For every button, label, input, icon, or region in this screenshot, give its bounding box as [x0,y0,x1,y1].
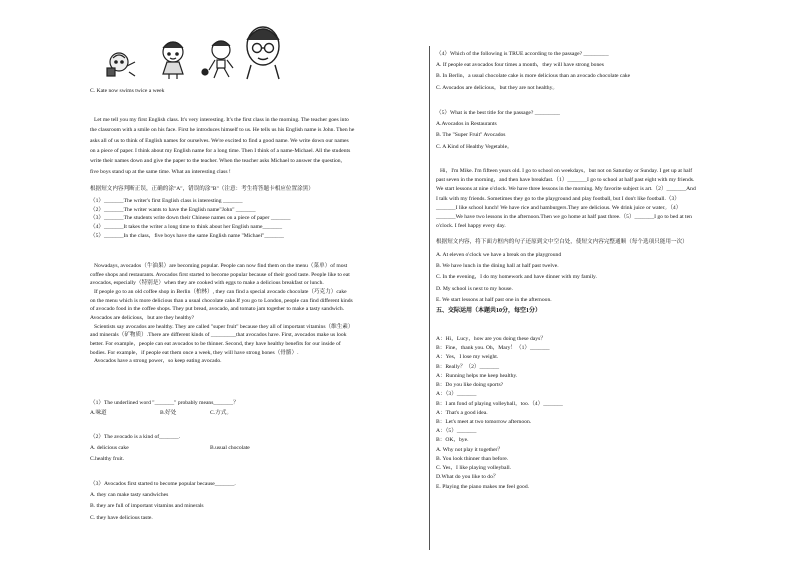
dialog-line: A：That's a good idea. [436,409,488,416]
question-3 [90,479,422,524]
dialog [436,335,766,492]
tf-question: （5）_______In the class，five boys have the same English name "Michael"_______ [90,232,284,239]
option: C.healthy fruit. [90,456,125,462]
question-5 [436,108,766,153]
column-divider [429,46,430,550]
passage-line: on a piece of paper. I think about my English name for a long time. Then I think of a name-Michael. All the students [90,148,351,155]
question-1-options [90,410,422,418]
tf-question: （3）_______The students write down their Chinese names on a piece of paper _______ [90,215,291,222]
option: D.What do you like to do？ [436,474,499,481]
dialog-line: A：Hi，Lucy，how are you doing these days？ [436,336,546,342]
passage-line: and minerals（矿物质）.There are different kinds of _________that avocados have. First, avocados make us look [90,332,347,339]
question-1: （1）The underlined word "_______" probably means_______？ [90,400,239,406]
passage-1 [90,115,422,177]
passage-line: the classroom with a smile on his face. First he introduces himself to us. He tells us his English name is John. Then he [90,127,355,134]
option: C. In the evening，I do my homework and have dinner with my family. [436,274,597,281]
option: B. You look thinner than before. [436,455,509,462]
right-column [436,0,766,562]
caption: C. Kate now swims twice a week [90,88,165,94]
passage-line: Avocados have a strong power，so keep eating avocado. [94,358,222,365]
dialog-line: A：Yes，I lose my weight. [436,354,499,361]
option: E. Playing the piano makes me feel good. [436,483,530,490]
option: B. they are full of important vitamins and minerals [90,503,204,510]
dialog-line: B：OK，bye. [436,437,469,444]
option: A. they can make tasty sandwiches [90,492,169,499]
option: A.味道 [90,410,107,416]
option: A. delicious cake [90,445,129,451]
passage-line: Let me tell you my first English class. It's very interesting. It's the first class in the morning. The teacher goes into [94,117,349,123]
passage-line: Hi，I'm Mike. I'm fifteen years old. I go to school on weekdays，but not on Saturday or Sunday. I get up at half [440,168,693,174]
dialog-line: A：Running helps me keep healthy. [436,372,518,379]
dialog-line: B：Really？（2）_______ [436,363,500,370]
instruction-2: 根据短文内容，将下面方框内的句子还原到文中空白处，使短文内容完整通顺（每个选项只能用一次） [436,239,688,245]
tf-question: （1）_______The writer's first English class is interesting _______ [90,198,243,204]
passage-line: _______I like school lunch! We have rice and hamburgers.They are delicious. We drink juice or water。（4） [436,204,682,211]
passage-line: asks all of us to think of English names for ourselves. We're excited to find a good name. We write down our names [90,137,349,144]
option: C. Avocados are delicious，but they are not healthy。 [436,84,558,91]
option: B.好处 [160,410,177,416]
dialog-line: B：Do you like doing sports? [436,382,504,389]
option: A. At eleven o'clock we have a break on the playground [436,252,562,258]
section-heading: 五、交际运用（本题共10分，每空1分） [436,308,542,314]
passage-line: better. For example，people can eat avocados to be thinner. Second, they have healthy benefits for our inside of [90,340,341,347]
passage-line: o'clock. I feel happy every day. [436,223,506,230]
dialog-line: B：I am fond of playing volleyball，too.（4）_______ [436,400,563,407]
passage-line: If people go to an old coffee shop in Berlin（柏林）, they can find a special avocado chocolate（巧克力）cake [94,288,347,295]
option: B. The "Super Fruit" Avocados [436,132,506,139]
passage-3 [436,167,766,232]
passage-line: Avocados are delicious，but are they healthy? [90,314,195,321]
passage-line: of avocado food in the coffee shops. They put bread, avocado, and tomato jam together to make a tasty sandwich. [90,306,345,313]
passage-line: past seven in the morning，and then have breakfast.（1）_______I go to school at half past eight with my friends. [436,177,695,184]
question-line: （5）What is the best title for the passage? _________ [436,110,560,116]
left-column [90,0,422,562]
dialog-line: B：Let's meet at two tomorrow afternoon. [436,418,532,425]
passage-line: _______We have two lessons in the afternoon.Then we go home at half past three.（5）_______I go to bed at ten [436,214,692,221]
instruction: 根据短文内容判断正误，正确的涂"A"，错误的涂"B"（注意：考生将答题卡相应位置涂黑） [90,186,314,192]
passage-line: on the menu which is more delicious than a usual chocolate cake.If you go to London, people can find different kinds [90,297,353,304]
passage-line: coffee shops and restaurants. Avocados first started to become popular because of their good taste. People like to eat [90,271,350,278]
question-2: （2）The avocado is a kind of_______. [90,434,181,440]
passage-line: write their names down and give the paper to the teacher. When the teacher asks Michael to answer the question, [90,158,342,165]
passage-line: We start lessons at nine o'clock. We have three lessons in the morning. My favorite subject is art.（2）_______And [436,186,696,193]
question-4 [436,49,766,94]
dialog-line: A：（3）_______ [436,391,477,398]
option: D. My school is next to my house. [436,285,513,292]
passage-line: I talk with my friends. Sometimes they go to the playground and play football, but I don't like football.（3） [436,195,680,202]
question-line: （3）Avocados first started to become popular because_______. [90,481,236,487]
question-line: （4）Which of the following is TRUE according to the passage? _________ [436,51,609,57]
passage-line: bodies. For example，if people eat them once a week, they will have strong bones（骨骼）. [90,349,299,356]
option: C. they have delicious taste. [90,514,153,521]
option: A. Why not play it together？ [436,446,504,453]
sentence-options [436,250,766,306]
option: B. We have lunch in the dining hall at half past twelve. [436,263,559,270]
question-2-options [90,445,422,453]
true-false-questions [90,197,422,240]
tf-question: （4）_______It takes the writer a long time to think about her English name_______ [90,223,283,230]
dialog-line: B：Fine，thank you. Oh，Mary！（1）_______ [436,345,550,352]
option: A.Avocados in Restaurants [436,121,497,128]
passage-line: avocados, especially（特别是）when they are cooked with eggs to make a delicious breakfast or lunch. [90,280,324,287]
dialog-line: A：（5）_______ [436,428,477,435]
passage-line: five boys stand up at the same time. What an interesting class ! [90,168,231,175]
option: B.usual chocolate [210,445,250,451]
option: A. If people eat avocados four times a month，they will have strong bones [436,62,604,69]
option: C.方式。 [210,410,232,416]
option: C. A Kind of Healthy Vegetable。 [436,143,513,150]
passage-line: Scientists say avocados are healthy. They are called "super fruit" because they all of important vitamins（维生素） [94,323,354,330]
option: C. Yes，I like playing volleyball. [436,465,512,472]
passage-2 [90,262,422,366]
option: E. We start lessons at half past one in the afternoon. [436,296,552,303]
passage-line: Nowadays, avocados（牛油果）are becoming popular. People can now find them on the menu（菜单）of most [94,263,348,269]
tf-question: （2）_______The writer wants to have the English name"John" _______ [90,206,256,213]
option: B. In Berlin，a usual chocolate cake is more delicious than an avocado chocolate cake [436,73,631,80]
